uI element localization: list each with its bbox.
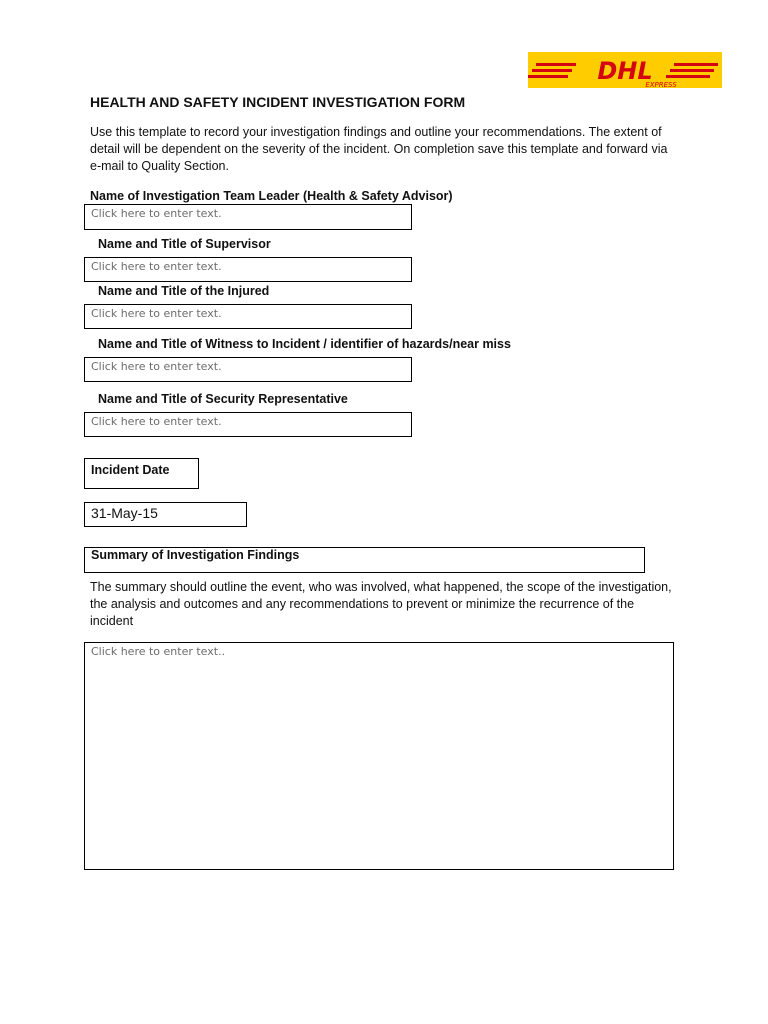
witness-label: Name and Title of Witness to Incident / identifier of hazards/near miss [98, 337, 511, 351]
security-rep-input[interactable]: Click here to enter text. [84, 412, 412, 437]
team-leader-label: Name of Investigation Team Leader (Health & Safety Advisor) [90, 189, 453, 203]
team-leader-input[interactable]: Click here to enter text. [84, 204, 412, 230]
dhl-express-logo [528, 52, 722, 88]
injured-label: Name and Title of the Injured [98, 284, 270, 298]
incident-date-label: Incident Date [84, 458, 199, 489]
supervisor-input[interactable]: Click here to enter text. [84, 257, 412, 282]
security-rep-label: Name and Title of Security Representative [98, 392, 348, 406]
logo-brand-text: DHL [597, 57, 653, 85]
form-title: HEALTH AND SAFETY INCIDENT INVESTIGATION FORM [90, 94, 466, 110]
logo-sub-text: EXPRESS [645, 81, 677, 88]
incident-date-input[interactable]: 31-May-15 [84, 502, 247, 527]
supervisor-label: Name and Title of Supervisor [98, 237, 271, 251]
summary-label: Summary of Investigation Findings [84, 547, 645, 573]
witness-input[interactable]: Click here to enter text. [84, 357, 412, 382]
injured-input[interactable]: Click here to enter text. [84, 304, 412, 329]
summary-description: The summary should outline the event, who was involved, what happened, the scope of the investigation, the analysis and outcomes and any recommendations to prevent or minimize the recurrence of the incident [90, 580, 672, 628]
summary-textarea[interactable]: Click here to enter text.. [84, 642, 674, 870]
intro-text: Use this template to record your investigation findings and outline your recommendations. The extent of detail will be dependent on the severity of the incident. On completion save this template and forward via e-mail to Quality Section. [90, 125, 668, 173]
